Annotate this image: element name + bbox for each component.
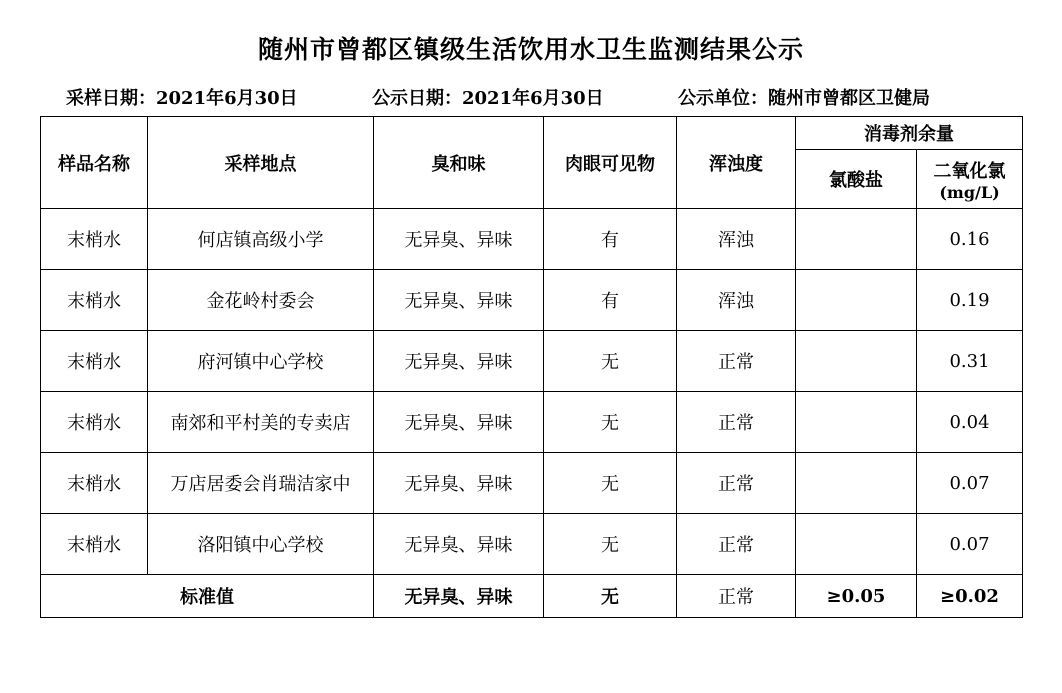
table-row (41, 514, 1023, 575)
location-cell: 何店镇高级小学 (148, 209, 374, 270)
chlorine-dioxide-cell: 0.07 (917, 514, 1023, 575)
header-chlorine-dioxide-label: 二氧化氯 (933, 160, 1006, 182)
header-location: 采样地点 (148, 117, 374, 209)
results-table (40, 116, 1023, 618)
table-row (41, 209, 1023, 270)
visible-cell: 无 (544, 453, 677, 514)
sample-name-cell: 末梢水 (41, 453, 148, 514)
turbidity-cell: 正常 (677, 514, 796, 575)
chlorate-cell (796, 453, 917, 514)
publish-date: 公示日期：2021年6月30日 (372, 88, 604, 109)
odor-cell: 无异臭、异味 (374, 514, 544, 575)
turbidity-cell: 浑浊 (677, 270, 796, 331)
location-cell: 万店居委会肖瑞洁家中 (148, 453, 374, 514)
header-sample-name: 样品名称 (41, 117, 148, 209)
sample-name-cell: 末梢水 (41, 270, 148, 331)
visible-cell: 有 (544, 209, 677, 270)
header-odor: 臭和味 (374, 117, 544, 209)
sample-name-cell: 末梢水 (41, 209, 148, 270)
header-row (41, 117, 1023, 150)
standard-label: 标准值 (41, 575, 374, 618)
table-row (41, 453, 1023, 514)
publisher: 公示单位：随州市曾都区卫健局 (678, 88, 930, 109)
chlorine-dioxide-cell: 0.04 (917, 392, 1023, 453)
turbidity-cell: 正常 (677, 392, 796, 453)
odor-cell: 无异臭、异味 (374, 209, 544, 270)
odor-cell: 无异臭、异味 (374, 331, 544, 392)
visible-cell: 无 (544, 392, 677, 453)
page-title: 随州市曾都区镇级生活饮用水卫生监测结果公示 (257, 35, 804, 64)
odor-cell: 无异臭、异味 (374, 270, 544, 331)
sample-name-cell: 末梢水 (41, 331, 148, 392)
header-chlorine-dioxide (917, 150, 1023, 209)
sample-name-cell: 末梢水 (41, 514, 148, 575)
chlorine-dioxide-cell: 0.07 (917, 453, 1023, 514)
header-disinfectant: 消毒剂余量 (796, 117, 1023, 150)
standard-row (41, 575, 1023, 618)
header-visible: 肉眼可见物 (544, 117, 677, 209)
chlorate-cell (796, 270, 917, 331)
location-cell: 府河镇中心学校 (148, 331, 374, 392)
chlorine-dioxide-cell: 0.19 (917, 270, 1023, 331)
chlorine-dioxide-cell: 0.31 (917, 331, 1023, 392)
standard-chlorate: ≥0.05 (796, 575, 917, 618)
table-row (41, 270, 1023, 331)
standard-odor: 无异臭、异味 (374, 575, 544, 618)
odor-cell: 无异臭、异味 (374, 392, 544, 453)
visible-cell: 有 (544, 270, 677, 331)
location-cell: 南郊和平村美的专卖店 (148, 392, 374, 453)
standard-chlorine-dioxide: ≥0.02 (917, 575, 1023, 618)
sampling-date: 采样日期：2021年6月30日 (66, 88, 298, 109)
turbidity-cell: 浑浊 (677, 209, 796, 270)
chlorine-dioxide-cell: 0.16 (917, 209, 1023, 270)
sample-name-cell: 末梢水 (41, 392, 148, 453)
chlorate-cell (796, 209, 917, 270)
turbidity-cell: 正常 (677, 331, 796, 392)
visible-cell: 无 (544, 331, 677, 392)
turbidity-cell: 正常 (677, 453, 796, 514)
header-chlorine-dioxide-unit: (mg/L) (939, 182, 1000, 202)
odor-cell: 无异臭、异味 (374, 453, 544, 514)
table-row (41, 331, 1023, 392)
standard-visible: 无 (544, 575, 677, 618)
location-cell: 金花岭村委会 (148, 270, 374, 331)
visible-cell: 无 (544, 514, 677, 575)
header-chlorate: 氯酸盐 (796, 150, 917, 209)
chlorate-cell (796, 392, 917, 453)
header-turbidity: 浑浊度 (677, 117, 796, 209)
table-row (41, 392, 1023, 453)
location-cell: 洛阳镇中心学校 (148, 514, 374, 575)
chlorate-cell (796, 514, 917, 575)
chlorate-cell (796, 331, 917, 392)
standard-turbidity: 正常 (677, 575, 796, 618)
